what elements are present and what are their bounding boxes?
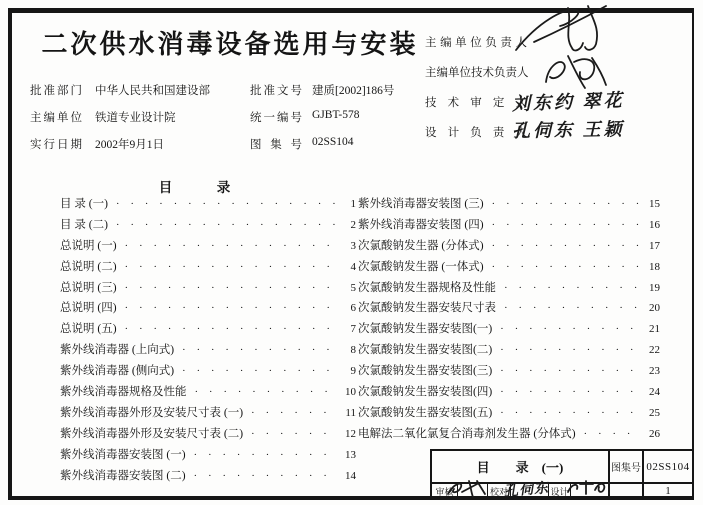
info-value: 建质[2002]186号 — [312, 85, 395, 97]
toc-row — [60, 195, 356, 216]
atlas-no-label: 图集号 — [608, 451, 642, 482]
info-label: 批准部门 — [30, 85, 82, 97]
info-label: 批准文号 — [250, 85, 302, 97]
toc-column-right — [358, 195, 660, 446]
toc-row — [60, 258, 356, 279]
toc-page-number: 15 — [649, 198, 660, 210]
info-label: 统一编号 — [250, 112, 302, 124]
toc-row — [60, 404, 356, 425]
signature-proofer: 孔伺东 — [503, 481, 550, 500]
toc-page-number: 13 — [345, 448, 356, 461]
toc-row — [358, 237, 660, 258]
toc-item-title: 次氯酸钠发生器安装图(一) — [358, 323, 493, 336]
toc-dot-leader — [492, 219, 640, 231]
toc-item-title: 次氯酸钠发生器规格及性能 — [358, 281, 496, 294]
toc-page-number: 21 — [649, 323, 660, 336]
design-label: 设计 — [548, 484, 570, 498]
toc-item-title: 紫外线消毒器安装图 (三) — [358, 198, 484, 210]
toc-row — [60, 320, 356, 341]
toc-row — [358, 383, 660, 404]
toc-heading: 目 录 — [158, 180, 232, 195]
info-row — [30, 109, 415, 125]
toc-row — [60, 341, 356, 362]
signature-designers: 孔伺东 王颖 — [511, 119, 625, 141]
toc-page-number: 6 — [350, 302, 356, 315]
toc-dot-leader — [504, 302, 640, 314]
toc-dot-leader — [500, 407, 640, 419]
title-block-doc-title: 目 录 (一) — [476, 460, 564, 475]
toc-dot-leader — [125, 302, 336, 314]
toc-page-number: 1 — [350, 198, 356, 210]
signature-scribble-designer — [566, 479, 614, 497]
toc-dot-leader — [500, 365, 640, 377]
signature-scribble-tech-chief — [538, 50, 614, 96]
toc-dot-leader — [195, 386, 337, 398]
info-value: GJBT-578 — [312, 109, 360, 121]
toc-dot-leader — [194, 470, 336, 482]
toc-row — [60, 425, 356, 446]
toc-row — [60, 299, 356, 320]
toc-item-title: 总说明 (五) — [60, 323, 117, 336]
toc-row — [358, 341, 660, 362]
toc-page-number: 2 — [350, 218, 356, 231]
toc-page-number: 24 — [649, 386, 660, 399]
toc-item-title: 电解法二氧化氯复合消毒剂发生器 (分体式) — [358, 427, 576, 440]
toc-item-title: 次氯酸钠发生器安装尺寸表 — [358, 302, 496, 315]
toc-item-title: 次氯酸钠发生器安装图(二) — [358, 344, 493, 357]
proof-label: 校对 — [487, 484, 510, 498]
toc-row — [60, 362, 356, 383]
toc-page-number: 17 — [649, 239, 660, 252]
toc-dot-leader — [584, 428, 640, 440]
toc-row — [60, 383, 356, 404]
toc-row — [358, 195, 660, 216]
toc-column-left — [60, 195, 356, 487]
signature-examiners: 刘东约 翠花 — [511, 90, 625, 114]
review-label: 审核 — [435, 486, 454, 497]
toc-page-number: 4 — [350, 260, 356, 273]
signer-label: 主编单位技术负责人 — [425, 67, 529, 79]
toc-dot-leader — [125, 261, 336, 273]
toc-page-number: 19 — [649, 281, 660, 294]
toc-item-title: 紫外线消毒器规格及性能 — [60, 386, 187, 399]
toc-row — [358, 362, 660, 383]
toc-row — [358, 279, 660, 300]
toc-row — [358, 425, 660, 446]
page-title: 二次供水消毒设备选用与安装 — [41, 30, 419, 59]
toc-item-title: 次氯酸钠发生器 (分体式) — [358, 239, 484, 252]
toc-dot-leader — [194, 449, 336, 461]
toc-page-number: 22 — [649, 344, 660, 357]
signer-label: 主编单位负责人 — [425, 37, 527, 49]
toc-dot-leader — [125, 240, 336, 252]
toc-item-title: 紫外线消毒器 (侧向式) — [60, 365, 175, 378]
toc-item-title: 总说明 (三) — [60, 281, 117, 294]
toc-dot-leader — [500, 344, 640, 356]
toc-page-number: 25 — [649, 406, 660, 419]
toc-item-title: 紫外线消毒器外形及安装尺寸表 (一) — [60, 406, 244, 419]
signer-row — [425, 64, 527, 80]
info-value: 02SS104 — [312, 136, 354, 148]
toc-item-title: 目 录 (二) — [60, 218, 108, 231]
toc-page-number: 12 — [345, 427, 356, 440]
toc-item-title: 次氯酸钠发生器安装图(三) — [358, 365, 493, 378]
toc-page-number: 9 — [350, 365, 356, 378]
toc-item-title: 紫外线消毒器安装图 (二) — [60, 469, 186, 482]
atlas-no-value: 02SS104 — [642, 451, 692, 482]
info-row — [30, 82, 415, 98]
toc-dot-leader — [116, 198, 336, 210]
toc-row — [358, 299, 660, 320]
info-value: 2002年9月1日 — [95, 139, 164, 151]
toc-item-title: 目 录 (一) — [60, 198, 108, 210]
sheet-page-number: 1 — [642, 482, 692, 498]
toc-dot-leader — [492, 261, 640, 273]
toc-dot-leader — [500, 323, 640, 335]
toc-row — [358, 404, 660, 425]
toc-row — [60, 237, 356, 258]
toc-item-title: 紫外线消毒器安装图 (一) — [60, 448, 186, 461]
toc-item-title: 紫外线消毒器 (上向式) — [60, 344, 175, 357]
toc-dot-leader — [116, 219, 336, 231]
toc-dot-leader — [182, 344, 336, 356]
toc-row — [60, 279, 356, 300]
info-label: 主编单位 — [30, 112, 82, 124]
toc-row — [60, 446, 356, 467]
toc-dot-leader — [492, 240, 640, 252]
toc-row — [358, 216, 660, 237]
toc-dot-leader — [504, 282, 640, 294]
toc-page-number: 16 — [649, 218, 660, 231]
toc-row — [358, 320, 660, 341]
toc-dot-leader — [182, 365, 336, 377]
toc-dot-leader — [500, 386, 640, 398]
toc-item-title: 总说明 (一) — [60, 239, 117, 252]
toc-item-title: 总说明 (二) — [60, 260, 117, 273]
toc-dot-leader — [125, 282, 336, 294]
toc-dot-leader — [251, 407, 336, 419]
toc-item-title: 总说明 (四) — [60, 302, 117, 315]
info-label: 图集号 — [250, 139, 302, 151]
toc-page-number: 18 — [649, 260, 660, 273]
toc-page-number: 10 — [345, 386, 356, 399]
info-value: 铁道专业设计院 — [95, 112, 176, 124]
toc-dot-leader — [125, 323, 336, 335]
toc-row — [60, 467, 356, 488]
toc-item-title: 紫外线消毒器安装图 (四) — [358, 218, 484, 231]
toc-page-number: 5 — [350, 281, 356, 294]
toc-page-number: 11 — [345, 406, 356, 419]
toc-item-title: 次氯酸钠发生器 (一体式) — [358, 260, 484, 273]
toc-dot-leader — [492, 198, 640, 210]
toc-row — [60, 216, 356, 237]
signature-scribble-reviewer — [446, 479, 488, 499]
toc-dot-leader — [251, 428, 336, 440]
toc-page-number: 7 — [350, 323, 356, 336]
toc-page-number: 23 — [649, 365, 660, 378]
toc-item-title: 次氯酸钠发生器安装图(五) — [358, 406, 493, 419]
info-row — [30, 136, 415, 152]
toc-page-number: 20 — [649, 302, 660, 315]
toc-page-number: 26 — [649, 427, 660, 440]
toc-row — [358, 258, 660, 279]
info-value: 中华人民共和国建设部 — [95, 85, 210, 97]
toc-page-number: 8 — [350, 344, 356, 357]
toc-page-number: 14 — [345, 469, 356, 482]
toc-item-title: 紫外线消毒器外形及安装尺寸表 (二) — [60, 427, 244, 440]
toc-page-number: 3 — [350, 239, 356, 252]
signer-label: 设计负责人 — [425, 127, 527, 139]
signer-label: 技术审定人 — [425, 97, 527, 109]
toc-item-title: 次氯酸钠发生器安装图(四) — [358, 386, 493, 399]
info-label: 实行日期 — [30, 139, 82, 151]
